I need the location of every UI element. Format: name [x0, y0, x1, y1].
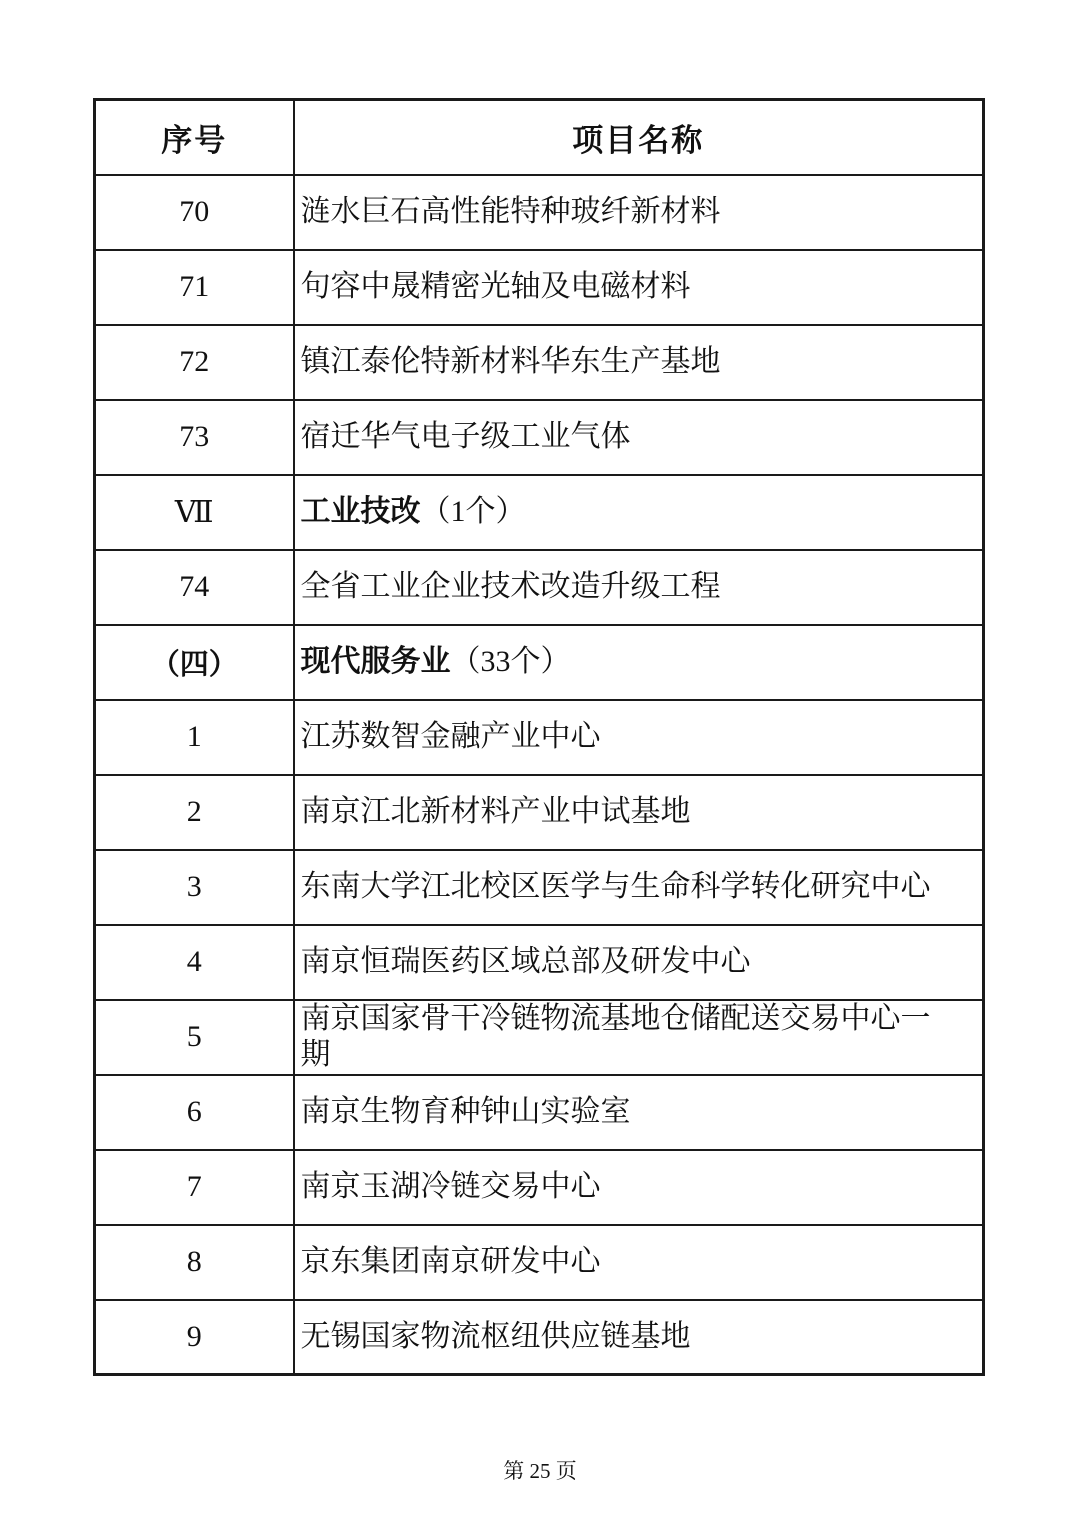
row-seq-cell: 3 [95, 850, 294, 925]
table-row [95, 325, 984, 400]
table-row [95, 475, 984, 550]
table-row [95, 1300, 984, 1375]
section-title: 现代服务业 [300, 645, 451, 678]
row-project-name-cell [294, 625, 984, 700]
section-count: （33个） [450, 645, 571, 678]
table-row [95, 1225, 984, 1300]
row-project-name-cell: 京东集团南京研发中心 [294, 1225, 984, 1300]
table-row [95, 250, 984, 325]
column-header-project-name: 项目名称 [294, 100, 984, 175]
row-seq-cell: 6 [95, 1075, 294, 1150]
row-seq-cell: 5 [95, 1000, 294, 1075]
row-seq-cell: 8 [95, 1225, 294, 1300]
row-project-name-cell: 南京玉湖冷链交易中心 [294, 1150, 984, 1225]
table-row [95, 1075, 984, 1150]
row-seq-cell: 1 [95, 700, 294, 775]
row-seq-cell: 2 [95, 775, 294, 850]
column-header-seq: 序号 [95, 100, 294, 175]
table-row [95, 625, 984, 700]
table-row [95, 550, 984, 625]
table-row [95, 850, 984, 925]
row-project-name-cell: 东南大学江北校区医学与生命科学转化研究中心 [294, 850, 984, 925]
row-seq-cell: 9 [95, 1300, 294, 1375]
section-count: （1个） [420, 495, 526, 528]
row-seq-cell: Ⅶ [95, 475, 294, 550]
row-project-name-cell: 涟水巨石高性能特种玻纤新材料 [294, 175, 984, 250]
row-project-name-cell: 全省工业企业技术改造升级工程 [294, 550, 984, 625]
row-project-name-cell [294, 475, 984, 550]
table-row [95, 175, 984, 250]
row-project-name-cell: 江苏数智金融产业中心 [294, 700, 984, 775]
row-seq-cell: 7 [95, 1150, 294, 1225]
page-number: 第 25 页 [503, 1459, 577, 1483]
table-row [95, 925, 984, 1000]
row-seq-cell: （四） [95, 625, 294, 700]
row-seq-cell: 74 [95, 550, 294, 625]
row-project-name-cell: 南京江北新材料产业中试基地 [294, 775, 984, 850]
row-seq-cell: 4 [95, 925, 294, 1000]
row-seq-cell: 70 [95, 175, 294, 250]
row-project-name-cell: 南京国家骨干冷链物流基地仓储配送交易中心一期 [294, 1000, 984, 1075]
row-project-name-cell: 宿迁华气电子级工业气体 [294, 400, 984, 475]
project-table [93, 98, 985, 1376]
table-body [95, 175, 984, 1375]
row-project-name-cell: 南京恒瑞医药区域总部及研发中心 [294, 925, 984, 1000]
row-seq-cell: 72 [95, 325, 294, 400]
row-project-name-cell: 南京生物育种钟山实验室 [294, 1075, 984, 1150]
row-seq-cell: 73 [95, 400, 294, 475]
row-project-name-cell: 无锡国家物流枢纽供应链基地 [294, 1300, 984, 1375]
table-row [95, 775, 984, 850]
table-row [95, 1150, 984, 1225]
row-project-name-cell: 镇江泰伦特新材料华东生产基地 [294, 325, 984, 400]
table-row [95, 1000, 984, 1075]
table-row [95, 400, 984, 475]
table-header-row [95, 100, 984, 175]
row-project-name-cell: 句容中晟精密光轴及电磁材料 [294, 250, 984, 325]
section-title: 工业技改 [300, 495, 421, 528]
row-seq-cell: 71 [95, 250, 294, 325]
table-row [95, 700, 984, 775]
